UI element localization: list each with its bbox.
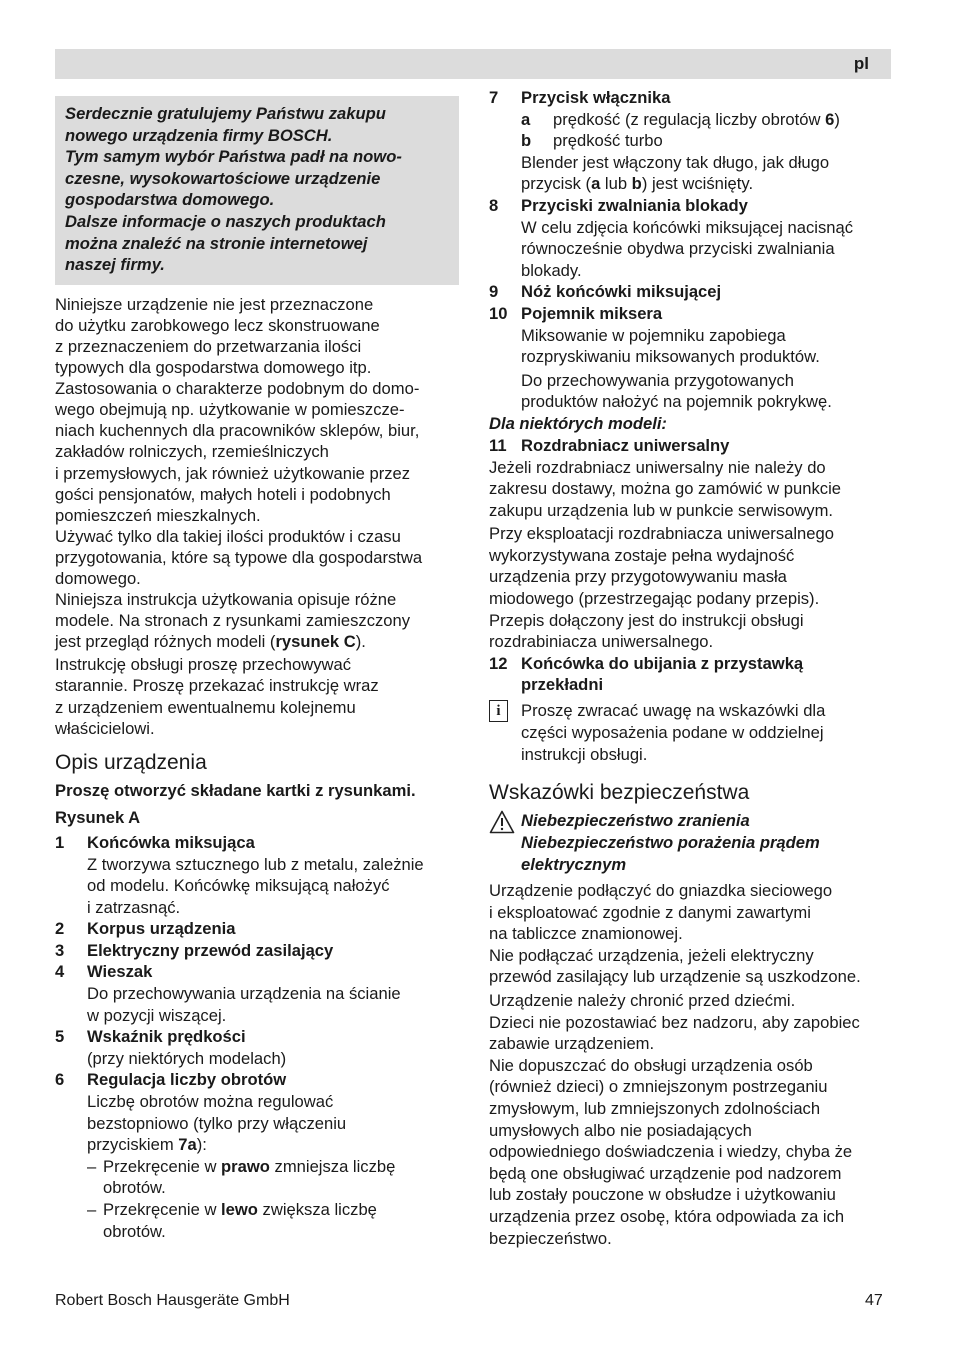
- text-line: [55, 631, 459, 652]
- text-span: przycisk (: [521, 174, 592, 194]
- text-line: [103, 1199, 377, 1221]
- text-line: modele. Na stronach z rysunkami zamieszczony: [55, 611, 411, 631]
- warning-note: [489, 810, 894, 876]
- text-line: Instrukcję obsługi proszę przechowywać: [55, 655, 352, 675]
- text-line: Niniejsze urządzenie nie jest przeznaczone: [55, 294, 374, 314]
- sub-item-text: prędkość turbo: [553, 131, 663, 151]
- grinder-paragraph: [489, 457, 894, 653]
- text-line: W celu zdjęcia końcówki miksującej nacisnąć: [521, 217, 854, 237]
- list-item: [489, 195, 894, 217]
- text-line: typowych dla gospodarstwa domowego itp.: [55, 358, 372, 378]
- text-line: zmysłowym, lub zmniejszonych zdolnościach: [489, 1098, 821, 1118]
- item-title: Elektryczny przewód zasilający: [87, 940, 334, 960]
- text-span: przyciskiem: [87, 1135, 179, 1155]
- text-span: jest przegląd różnych modeli (: [55, 632, 276, 652]
- item-title: Przyciski zwalniania blokady: [521, 195, 748, 215]
- list-item: [489, 281, 894, 303]
- text-line: Urządzenie podłączyć do gniazdka sieciowego: [489, 881, 833, 901]
- text-line: wego obejmują np. użytkowanie w pomieszcze-: [55, 400, 405, 420]
- item-description: [489, 217, 894, 282]
- text-line: Z tworzywa sztucznego lub z metalu, zależnie: [87, 854, 424, 874]
- item-description: [55, 854, 459, 919]
- item-number: 12: [489, 653, 508, 673]
- text-line: gości pensjonatów, małych hoteli i podobnych: [55, 484, 391, 504]
- info-note: [489, 700, 894, 766]
- direction-word: lewo: [221, 1200, 258, 1219]
- intro-line: Serdecznie gratulujemy Państwu zakupu: [65, 104, 386, 123]
- item-title: [521, 653, 894, 696]
- sub-item-key: b: [521, 131, 532, 151]
- left-column: [55, 96, 459, 1242]
- intro-line: gospodarstwa domowego.: [65, 190, 275, 210]
- bullet-item: [55, 1156, 459, 1199]
- item-number: 1: [55, 832, 65, 852]
- list-item: [489, 303, 894, 325]
- intro-line: Dalsze informacje o naszych produktach: [65, 211, 386, 231]
- text-line: miodowego (przestrzegając podany przepis).: [489, 589, 820, 609]
- button-reference: b: [631, 174, 642, 194]
- fold-out-note: Proszę otworzyć składane kartki z rysunkami.: [55, 780, 416, 800]
- text-line: [521, 173, 894, 195]
- direction-word: prawo: [221, 1156, 270, 1176]
- intro-line: czesne, wysokowartościowe urządzenie: [65, 168, 381, 188]
- section-heading-description: Opis urządzenia: [55, 750, 207, 774]
- item-description: [489, 325, 894, 413]
- list-item: [489, 653, 894, 696]
- text-line: na tabliczce znamionowej.: [489, 924, 683, 944]
- text-line: i przemysłowych, jak również użytkowanie przez: [55, 463, 411, 483]
- item-number: 7: [489, 88, 499, 107]
- item-title: Wskaźnik prędkości: [87, 1027, 246, 1047]
- text-line: Do przechowywania przygotowanych: [521, 370, 795, 390]
- text-line: Niebezpieczeństwo porażenia prądem: [521, 833, 820, 853]
- text-line: Nie podłączać urządzenia, jeżeli elektryczny: [489, 945, 814, 965]
- item-number: 4: [55, 962, 65, 982]
- bullet-item: [55, 1199, 459, 1242]
- item-description: [55, 983, 459, 1026]
- text-line: [87, 1134, 459, 1156]
- page-number: 47: [865, 1292, 883, 1309]
- item-title: Rozdrabniacz uniwersalny: [521, 435, 730, 455]
- text-line: przygotowania, które są typowe dla gospodarstwa: [55, 547, 423, 567]
- safety-paragraph: [489, 880, 894, 1249]
- intro-line: nowego urządzenia firmy BOSCH.: [65, 125, 333, 145]
- text-line: Zastosowania o charakterze podobnym do domo-: [55, 379, 420, 399]
- usage-paragraph: [55, 294, 459, 739]
- text-line: Miksowanie w pojemniku zapobiega: [521, 325, 786, 345]
- some-models-label: Dla niektórych modeli:: [489, 413, 667, 433]
- text-span: prędkość (z regulacją liczby obrotów: [553, 109, 826, 129]
- text-line: urządzenia przez osobę, która odpowiada za ich: [489, 1206, 845, 1226]
- text-line: rozdrabiniacza uniwersalnego.: [489, 632, 714, 652]
- item-title: Pojemnik miksera: [521, 303, 663, 323]
- text-line: [103, 1156, 395, 1178]
- text-line: przewód zasilający lub urządzenie są uszkodzone.: [489, 967, 861, 987]
- text-line: Blender jest włączony tak długo, jak długo: [521, 152, 830, 172]
- text-line: do użytku zarobkowego lecz skonstruowane: [55, 315, 380, 335]
- figure-label: Rysunek A: [55, 807, 141, 827]
- intro-line: Tym samym wybór Państwa padł na nowo-: [65, 147, 402, 167]
- item-title: Końcówka miksująca: [87, 832, 255, 852]
- text-line: urządzenia przy przygotowywaniu masła: [489, 567, 787, 587]
- item-number: 9: [489, 282, 499, 302]
- bullet-dash: –: [87, 1200, 97, 1219]
- text-span: lub: [600, 174, 632, 194]
- text-line: domowego.: [55, 568, 141, 588]
- text-span: zwiększa liczbę: [257, 1200, 377, 1219]
- text-line: Nie dopuszczać do obsługi urządzenia osób: [489, 1055, 813, 1075]
- text-line: Proszę zwracać uwagę na wskazówki dla: [521, 701, 826, 721]
- text-line: z urządzeniem ewentualnemu kolejnemu: [55, 697, 356, 717]
- bullet-text: [103, 1199, 377, 1242]
- intro-line: naszej firmy.: [65, 255, 165, 275]
- text-line: Niniejsza instrukcja użytkowania opisuje różne: [55, 590, 397, 610]
- list-item: [55, 832, 459, 854]
- text-line: Urządzenie należy chronić przed dziećmi.: [489, 991, 796, 1010]
- item-description: [55, 1091, 459, 1156]
- text-span: ) jest wciśnięty.: [641, 174, 754, 194]
- item-number: 5: [55, 1027, 65, 1047]
- text-line: zabawie urządzeniem.: [489, 1034, 655, 1054]
- text-line: zakresu dostawy, można go zamówić w punkcie: [489, 479, 842, 499]
- text-line: z przeznaczeniem do przetwarzania ilości: [55, 336, 362, 356]
- item-title: Nóż końcówki miksującej: [521, 282, 722, 302]
- item-number: 3: [55, 940, 65, 960]
- figure-reference: rysunek C: [275, 632, 356, 652]
- text-line: elektrycznym: [521, 855, 627, 875]
- text-line: umysłowych albo nie posiadających: [489, 1120, 752, 1140]
- info-text: [521, 700, 825, 766]
- item-number: 6: [55, 1070, 65, 1090]
- text-line: blokady.: [521, 260, 582, 280]
- info-icon-wrap: [489, 700, 521, 766]
- sub-item-key: a: [521, 109, 531, 129]
- list-item: [55, 918, 459, 940]
- item-title: Korpus urządzenia: [87, 919, 236, 939]
- warning-triangle-icon-svg: [489, 810, 515, 834]
- intro-line: można znaleźć na stronie internetowej: [65, 233, 368, 253]
- text-line: Liczbę obrotów można regulować: [87, 1092, 334, 1112]
- text-line: Dzieci nie pozostawiać bez nadzoru, aby zapobiec: [489, 1012, 860, 1032]
- text-line: części wyposażenia podane w oddzielnej: [521, 723, 824, 743]
- text-line: obrotów.: [103, 1221, 166, 1241]
- intro-box: [55, 96, 459, 285]
- keep-paragraph: [55, 654, 459, 738]
- item-title: Wieszak: [87, 962, 153, 982]
- text-line: i zatrzasnąć.: [87, 897, 181, 917]
- text-line: zakładów rolniczych, rzemieślniczych: [55, 442, 329, 462]
- list-item: [55, 940, 459, 962]
- text-line: Jeżeli rozdrabniacz uniwersalny nie należy do: [489, 457, 826, 477]
- list-item: [489, 435, 894, 457]
- text-span: Przekręcenie w: [103, 1200, 222, 1219]
- item-number: 11: [489, 435, 507, 455]
- list-item: [489, 87, 894, 109]
- text-line: rozpryskiwaniu miksowanych produktów.: [521, 347, 820, 367]
- text-line: i eksploatować zgodnie z danymi zawartymi: [489, 902, 811, 922]
- text-line: Przepis dołączony jest do instrukcji obsługi: [489, 610, 804, 630]
- item-number: 2: [55, 919, 65, 939]
- text-line: od modelu. Końcówkę miksującą nałożyć: [87, 876, 390, 896]
- list-item: [55, 1026, 459, 1048]
- text-line: w pozycji wiszącej.: [87, 1005, 227, 1025]
- list-item: [55, 1069, 459, 1091]
- text-line: produktów nałożyć na pojemnik pokrykwę.: [521, 392, 832, 412]
- right-column: [489, 87, 894, 1249]
- text-line: (również dzieci) o zmniejszonym postrzeganiu: [489, 1077, 828, 1097]
- language-code: pl: [853, 54, 869, 73]
- text-line: bezpieczeństwo.: [489, 1228, 612, 1248]
- text-line: obrotów.: [103, 1178, 166, 1198]
- text-line: Końcówka do ubijania z przystawką: [521, 653, 804, 673]
- text-span: ): [834, 109, 840, 129]
- text-line: będą one obsługiwać urządzenie pod nadzorem: [489, 1163, 842, 1183]
- warning-triangle-icon: [489, 810, 521, 876]
- bullet-dash: –: [87, 1156, 97, 1176]
- text-line: przekładni: [521, 675, 604, 695]
- item-title: Regulacja liczby obrotów: [87, 1070, 287, 1090]
- text-span: ).: [355, 632, 366, 652]
- text-line: Przy eksploatacji rozdrabniacza uniwersalnego: [489, 524, 834, 544]
- text-line: starannie. Proszę przekazać instrukcję wraz: [55, 676, 379, 696]
- item-description: (przy niektórych modelach): [87, 1048, 287, 1068]
- text-line: lub zostały pouczone w obsłudze i użytkowaniu: [489, 1185, 836, 1205]
- item-reference: 6: [825, 109, 835, 129]
- info-icon: i: [489, 700, 508, 722]
- header-bar: [55, 49, 891, 79]
- text-span: zmniejsza liczbę: [269, 1156, 396, 1176]
- text-line: pomieszczeń mieszkalnych.: [55, 505, 261, 525]
- sub-item: [489, 130, 894, 152]
- item-title: Przycisk włącznika: [521, 88, 671, 107]
- text-line: Do przechowywania urządzenia na ścianie: [87, 984, 401, 1004]
- bullet-text: [103, 1156, 395, 1199]
- footer-company: Robert Bosch Hausgeräte GmbH: [55, 1292, 290, 1309]
- text-span: Przekręcenie w: [103, 1156, 222, 1176]
- text-line: niach kuchennych dla pracowników sklepów, biur,: [55, 421, 420, 441]
- item-number: 8: [489, 195, 499, 215]
- list-item: [55, 961, 459, 983]
- text-line: bezstopniowo (tylko przy włączeniu: [87, 1113, 347, 1133]
- text-line: równocześnie obydwa przyciski zwalniania: [521, 239, 835, 259]
- text-line: odpowiedniego doświadczenia i wiedzy, chyba że: [489, 1142, 853, 1162]
- item-number: 10: [489, 303, 508, 323]
- text-line: zakupu urządzenia lub w punkcie serwisowym.: [489, 500, 834, 520]
- sub-item-text: [553, 109, 840, 131]
- warning-text: [521, 810, 820, 876]
- text-line: Niebezpieczeństwo zranienia: [521, 811, 750, 831]
- section-heading-safety: Wskazówki bezpieczeństwa: [489, 781, 750, 805]
- item-description: [489, 152, 894, 195]
- text-line: wykorzystywana zostaje pełna wydajność: [489, 545, 795, 565]
- button-reference: a: [591, 174, 601, 194]
- button-reference: 7a: [178, 1135, 197, 1155]
- text-span: ):: [196, 1135, 207, 1155]
- text-line: Używać tylko dla takiej ilości produktów i czasu: [55, 526, 401, 546]
- text-line: właścicielowi.: [55, 718, 155, 738]
- sub-item: [489, 109, 894, 131]
- text-line: instrukcji obsługi.: [521, 745, 648, 765]
